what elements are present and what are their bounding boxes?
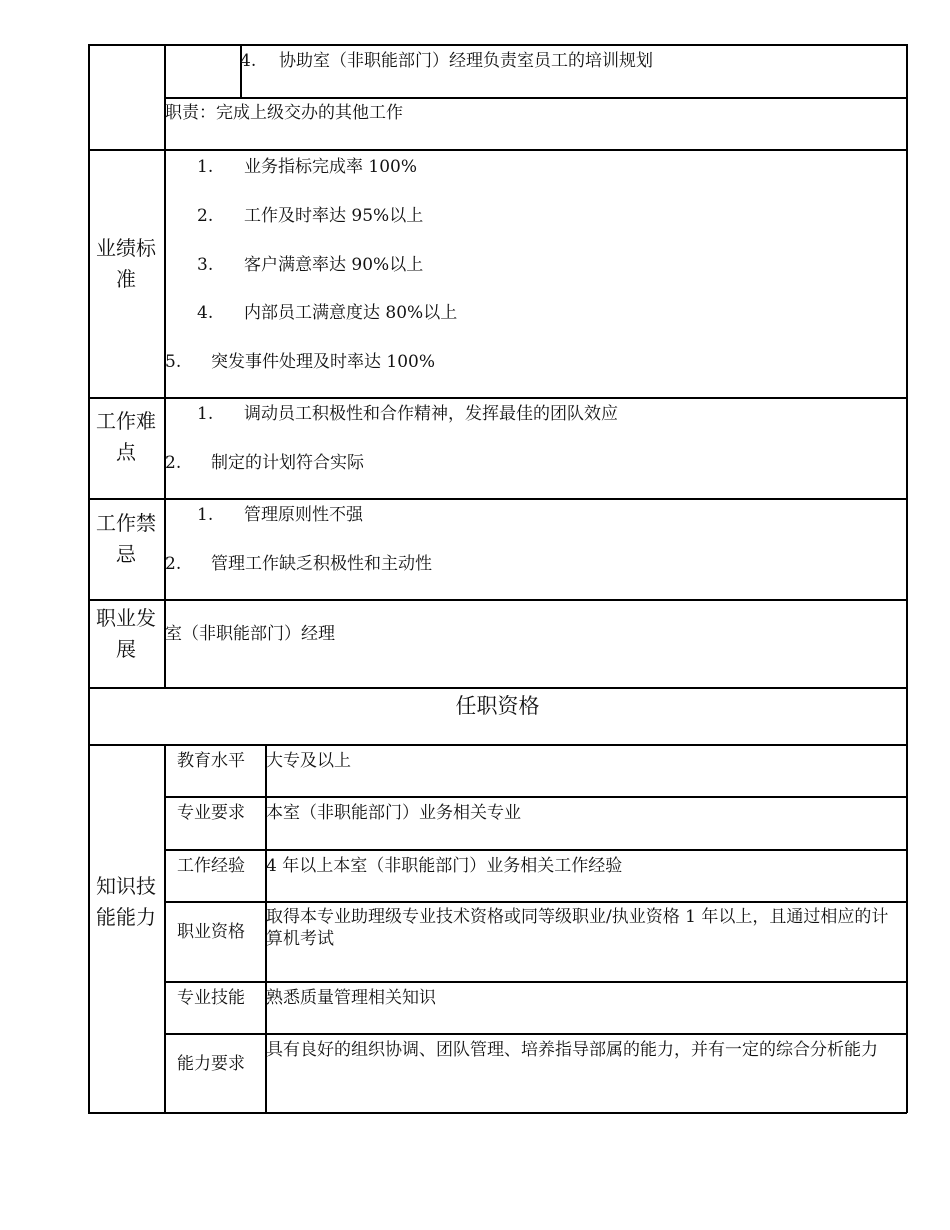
taboos-item1-text: 管理原则性不强 xyxy=(244,505,363,525)
taboos-item1-number: 1. xyxy=(197,505,214,525)
row-line-difficulties-end xyxy=(88,498,907,500)
certificate-value: 取得本专业助理级专业技术资格或同等级职业/执业资格 1 年以上，且通过相应的计算机考试 xyxy=(266,907,889,949)
performance-item5-number: 5. xyxy=(165,352,182,372)
performance-item5-text: 突发事件处理及时率达 100% xyxy=(211,352,436,372)
row-line-performance-end xyxy=(88,397,907,399)
duty-other-text: 职责：完成上级交办的其他工作 xyxy=(165,103,403,123)
row-line-career-end xyxy=(88,687,907,689)
performance-item3-text: 客户满意率达 90%以上 xyxy=(244,255,424,275)
education-name: 教育水平 xyxy=(177,751,245,771)
difficulties-item1-number: 1. xyxy=(197,404,214,424)
table-right-border xyxy=(906,44,908,1113)
performance-label: 业绩标准 xyxy=(96,236,156,291)
difficulties-item2-number: 2. xyxy=(165,453,182,473)
education-value: 大专及以上 xyxy=(266,751,351,771)
table-bottom-border xyxy=(88,1112,907,1114)
table-top-border xyxy=(88,44,907,46)
performance-item4-text: 内部员工满意度达 80%以上 xyxy=(244,303,458,323)
ability-value: 具有良好的组织协调、团队管理、培养指导部属的能力，并有一定的综合分析能力 xyxy=(266,1040,878,1060)
performance-item1-text: 业务指标完成率 100% xyxy=(244,157,418,177)
difficulties-item1-text: 调动员工积极性和合作精神，发挥最佳的团队效应 xyxy=(244,404,618,424)
major-value: 本室（非职能部门）业务相关专业 xyxy=(266,803,521,823)
difficulties-label: 工作难点 xyxy=(96,409,156,464)
performance-item1-number: 1. xyxy=(197,157,214,177)
performance-item2-number: 2. xyxy=(197,206,214,226)
certificate-name: 职业资格 xyxy=(177,922,245,942)
performance-item4-number: 4. xyxy=(197,303,214,323)
row-line-heading-end xyxy=(88,744,907,746)
career-label: 职业发展 xyxy=(96,606,156,661)
career-text: 室（非职能部门）经理 xyxy=(165,624,335,644)
row-line-duties-end xyxy=(88,149,907,151)
experience-name: 工作经验 xyxy=(177,856,245,876)
duty-item4-text: 协助室（非职能部门）经理负责室员工的培训规划 xyxy=(279,51,653,71)
row-line-experience-end xyxy=(164,901,907,903)
taboos-item2-number: 2. xyxy=(165,554,182,574)
row-line-certificate-end xyxy=(164,981,907,983)
experience-value: 4 年以上本室（非职能部门）业务相关工作经验 xyxy=(266,856,623,876)
taboos-label: 工作禁忌 xyxy=(96,511,156,566)
row-line-skills-end xyxy=(164,1033,907,1035)
row-line-major-end xyxy=(164,849,907,851)
row-line-education-end xyxy=(164,796,907,798)
performance-item2-text: 工作及时率达 95%以上 xyxy=(244,206,424,226)
table-left-border xyxy=(88,44,90,1113)
qualifications-heading: 任职资格 xyxy=(455,694,540,718)
ability-name: 能力要求 xyxy=(177,1054,245,1074)
row-line-duty-item4 xyxy=(164,97,907,99)
qualifications-label: 知识技能能力 xyxy=(96,874,156,929)
duty-item4-number: 4. xyxy=(240,51,257,71)
row-line-taboos-end xyxy=(88,599,907,601)
difficulties-item2-text: 制定的计划符合实际 xyxy=(211,453,364,473)
major-name: 专业要求 xyxy=(177,803,245,823)
skills-value: 熟悉质量管理相关知识 xyxy=(266,988,436,1008)
taboos-item2-text: 管理工作缺乏积极性和主动性 xyxy=(211,554,432,574)
performance-item3-number: 3. xyxy=(197,255,214,275)
skills-name: 专业技能 xyxy=(177,988,245,1008)
